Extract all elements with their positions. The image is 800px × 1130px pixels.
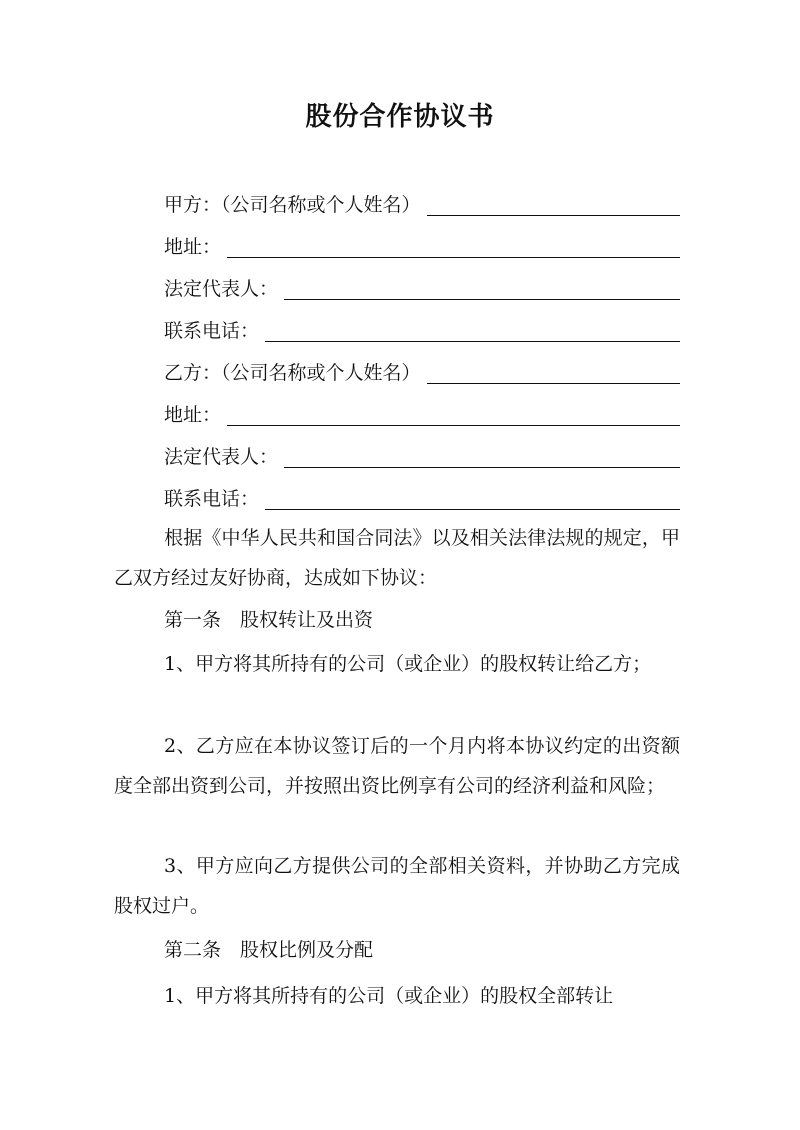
article-2-item-1-text: 1、甲方将其所持有的公司（或企业）的股权全部转让	[164, 985, 614, 1007]
party-b-phone-blank[interactable]	[265, 487, 680, 510]
party-a-name-blank[interactable]	[427, 193, 680, 216]
party-b-address-field	[164, 396, 680, 428]
article-1-heading: 第一条 股权转让及出资	[164, 609, 374, 631]
party-a-address-field	[164, 228, 680, 260]
document-title: 股份合作协议书	[305, 102, 495, 132]
party-b-address-blank[interactable]	[227, 403, 680, 426]
party-a-address-label: 地址：	[164, 236, 222, 258]
party-b-phone-field	[164, 480, 680, 512]
article-1-item-1	[114, 644, 680, 684]
party-a-legal-rep-label: 法定代表人：	[164, 278, 279, 300]
party-b-legal-rep-label: 法定代表人：	[164, 446, 279, 468]
party-a-name-label: 甲方：（公司名称或个人姓名）	[164, 194, 421, 216]
party-a-phone-label: 联系电话：	[164, 320, 260, 342]
party-b-name-field	[164, 354, 680, 386]
party-b-legal-rep-blank[interactable]	[284, 445, 680, 468]
party-b-name-blank[interactable]	[427, 361, 680, 384]
party-b-address-label: 地址：	[164, 404, 222, 426]
party-b-name-label: 乙方：（公司名称或个人姓名）	[164, 362, 421, 384]
article-1-item-1-text: 1、甲方将其所持有的公司（或企业）的股权转让给乙方；	[164, 653, 652, 675]
party-b-legal-rep-field	[164, 438, 680, 470]
article-1-item-3-text: 3、甲方应向乙方提供公司的全部相关资料，并协助乙方完成股权过户。	[114, 855, 680, 917]
article-1-item-2-text: 2、乙方应在本协议签订后的一个月内将本协议约定的出资额度全部出资到公司，并按照出资比例享有公司的经济利益和风险；	[114, 735, 680, 797]
party-a-address-blank[interactable]	[227, 235, 680, 258]
article-1-item-3	[114, 846, 680, 926]
party-a-phone-blank[interactable]	[265, 319, 680, 342]
intro-paragraph	[114, 518, 680, 598]
party-a-name-field	[164, 186, 680, 218]
party-b-phone-label: 联系电话：	[164, 488, 260, 510]
article-2-item-1	[114, 976, 680, 1016]
article-1-item-2	[114, 726, 680, 806]
party-a-phone-field	[164, 312, 680, 344]
party-a-legal-rep-blank[interactable]	[284, 277, 680, 300]
intro-text: 根据《中华人民共和国合同法》以及相关法律法规的规定，甲乙双方经过友好协商，达成如下协议：	[114, 527, 680, 589]
article-2-heading: 第二条 股权比例及分配	[164, 939, 374, 961]
party-a-legal-rep-field	[164, 270, 680, 302]
